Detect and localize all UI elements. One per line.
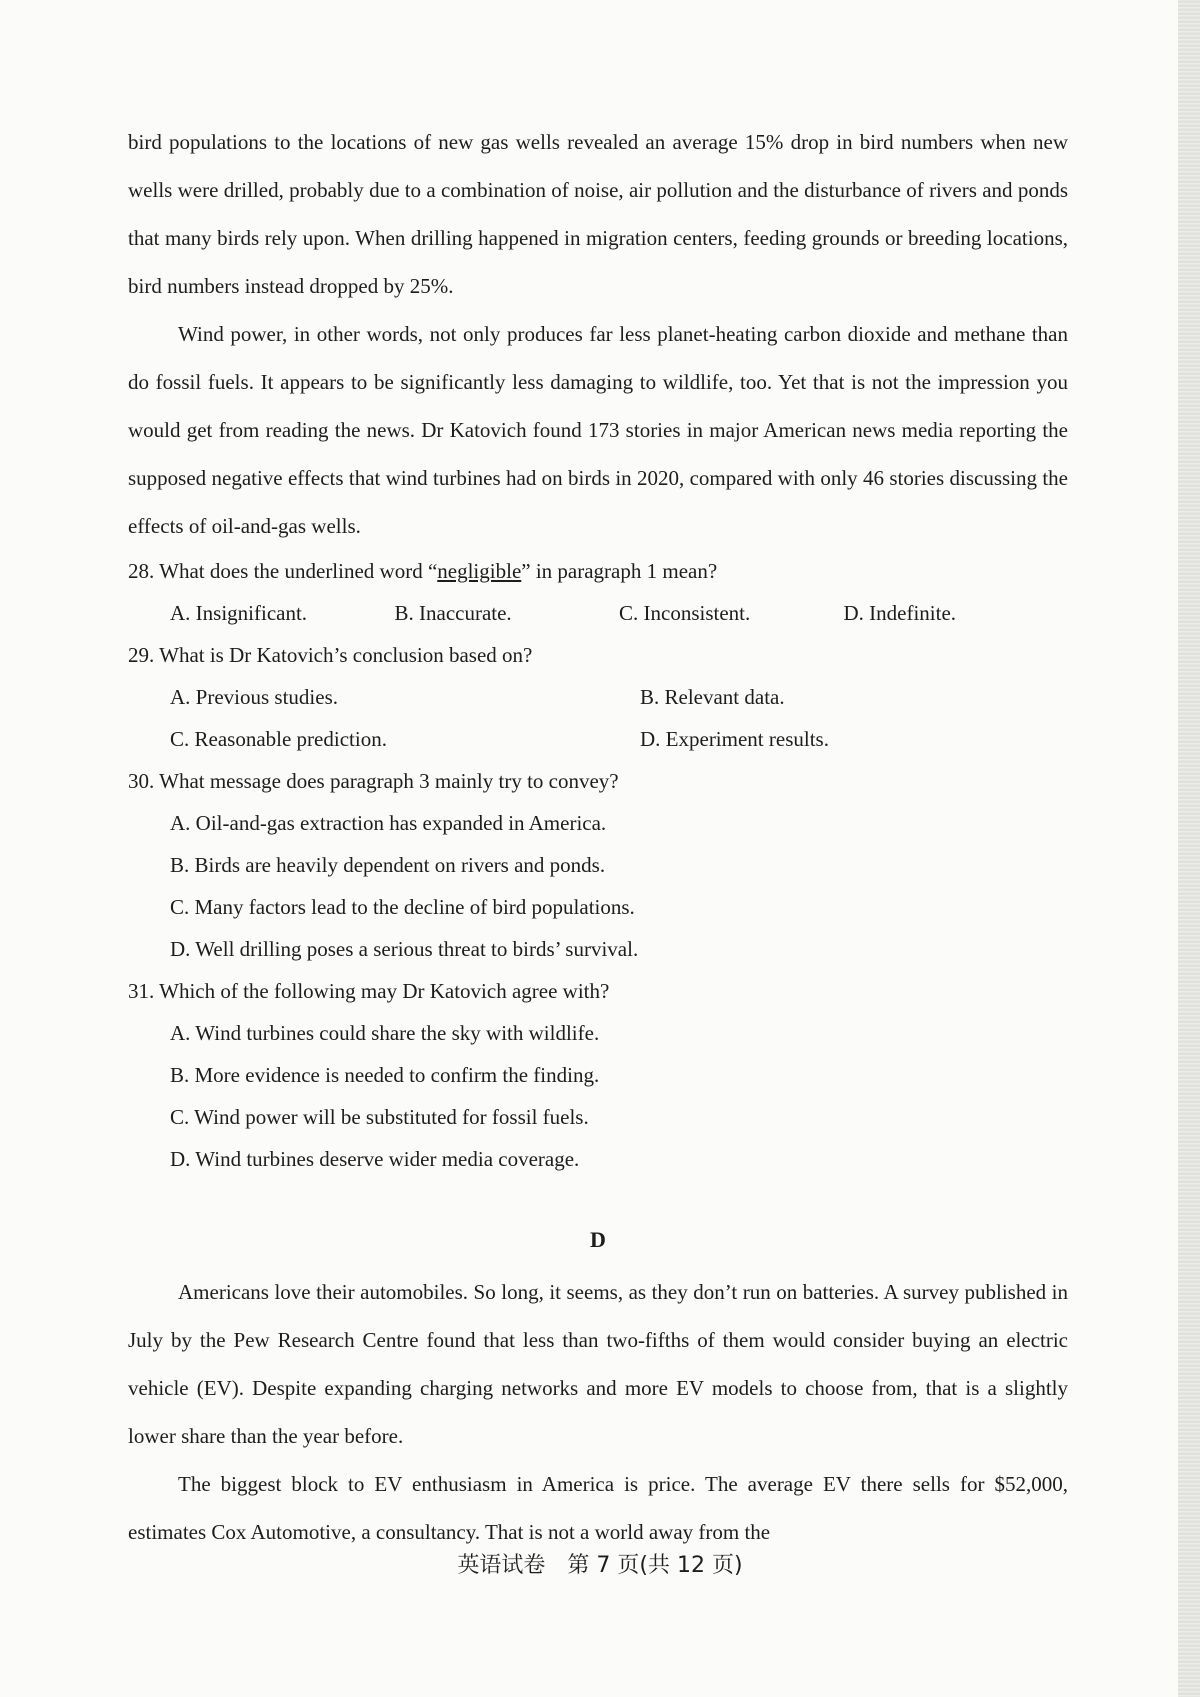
question-30-option-b[interactable]: B. Birds are heavily dependent on rivers and ponds. (170, 853, 606, 877)
scan-edge (1178, 0, 1200, 1697)
question-31-option-c[interactable]: C. Wind power will be substituted for fossil fuels. (170, 1105, 589, 1129)
question-31 (128, 970, 1068, 1180)
section-d-heading: D (590, 1227, 606, 1252)
question-28-stem-part1: 28. What does the underlined word “ (128, 559, 438, 583)
question-29-stem: 29. What is Dr Katovich’s conclusion based on? (128, 643, 533, 667)
question-30-stem: 30. What message does paragraph 3 mainly try to convey? (128, 769, 619, 793)
question-28-option-b[interactable]: B. Inaccurate. (394, 601, 512, 625)
question-31-option-b[interactable]: B. More evidence is needed to confirm the finding. (170, 1063, 600, 1087)
question-29-options (170, 676, 1068, 760)
question-28-options (170, 592, 1068, 634)
question-30-option-a[interactable]: A. Oil-and-gas extraction has expanded in America. (170, 811, 607, 835)
question-28-underlined-word: negligible (437, 559, 522, 583)
question-28-option-a[interactable]: A. Insignificant. (170, 601, 308, 625)
question-31-option-a[interactable]: A. Wind turbines could share the sky with wildlife. (170, 1021, 600, 1045)
question-28-stem (128, 550, 1068, 592)
question-30 (128, 760, 1068, 970)
page-footer: 英语试卷 第 7 页(共 12 页) (457, 1553, 743, 1578)
question-31-stem: 31. Which of the following may Dr Katovich agree with? (128, 979, 610, 1003)
question-30-options (170, 802, 1068, 970)
question-28-option-c[interactable]: C. Inconsistent. (619, 601, 751, 625)
passage-c-paragraph-2-end: bird populations to the locations of new gas wells revealed an average 15% drop in bird numbers when new wells were drilled, probably due to a combination of noise, air pollution and the disturbance of rivers and ponds that many birds rely upon. When drilling happened in migration centers, feeding grounds or breeding locations, bird numbers instead dropped by 25%. (128, 130, 1068, 298)
question-29-option-c[interactable]: C. Reasonable prediction. (170, 727, 387, 751)
question-28-option-d[interactable]: D. Indefinite. (843, 601, 957, 625)
question-31-option-d[interactable]: D. Wind turbines deserve wider media coverage. (170, 1147, 580, 1171)
question-30-option-c[interactable]: C. Many factors lead to the decline of bird populations. (170, 895, 635, 919)
question-29-option-a[interactable]: A. Previous studies. (170, 685, 338, 709)
question-28 (128, 550, 1068, 634)
question-31-options (170, 1012, 1068, 1180)
page-content (128, 118, 1068, 1556)
passage-d-paragraph-2: The biggest block to EV enthusiasm in America is price. The average EV there sells for $52,000, estimates Cox Automotive, a consultancy. That is not a world away from the (128, 1472, 1068, 1544)
question-30-option-d[interactable]: D. Well drilling poses a serious threat to birds’ survival. (170, 937, 639, 961)
question-29-option-b[interactable]: B. Relevant data. (640, 685, 785, 709)
question-29-option-d[interactable]: D. Experiment results. (640, 727, 829, 751)
question-28-stem-part2: ” in paragraph 1 mean? (521, 559, 718, 583)
passage-d-paragraph-1: Americans love their automobiles. So long, it seems, as they don’t run on batteries. A survey published in July by the Pew Research Centre found that less than two-fifths of them would consider buying an electric vehicle (EV). Despite expanding charging networks and more EV models to choose from, that is a slightly lower share than the year before. (128, 1280, 1068, 1448)
question-29 (128, 634, 1068, 760)
passage-c-paragraph-3: Wind power, in other words, not only produces far less planet-heating carbon dioxide and methane than do fossil fuels. It appears to be significantly less damaging to wildlife, too. Yet that is not the impression you would get from reading the news. Dr Katovich found 173 stories in major American news media reporting the supposed negative effects that wind turbines had on birds in 2020, compared with only 46 stories discussing the effects of oil-and-gas wells. (128, 322, 1068, 538)
